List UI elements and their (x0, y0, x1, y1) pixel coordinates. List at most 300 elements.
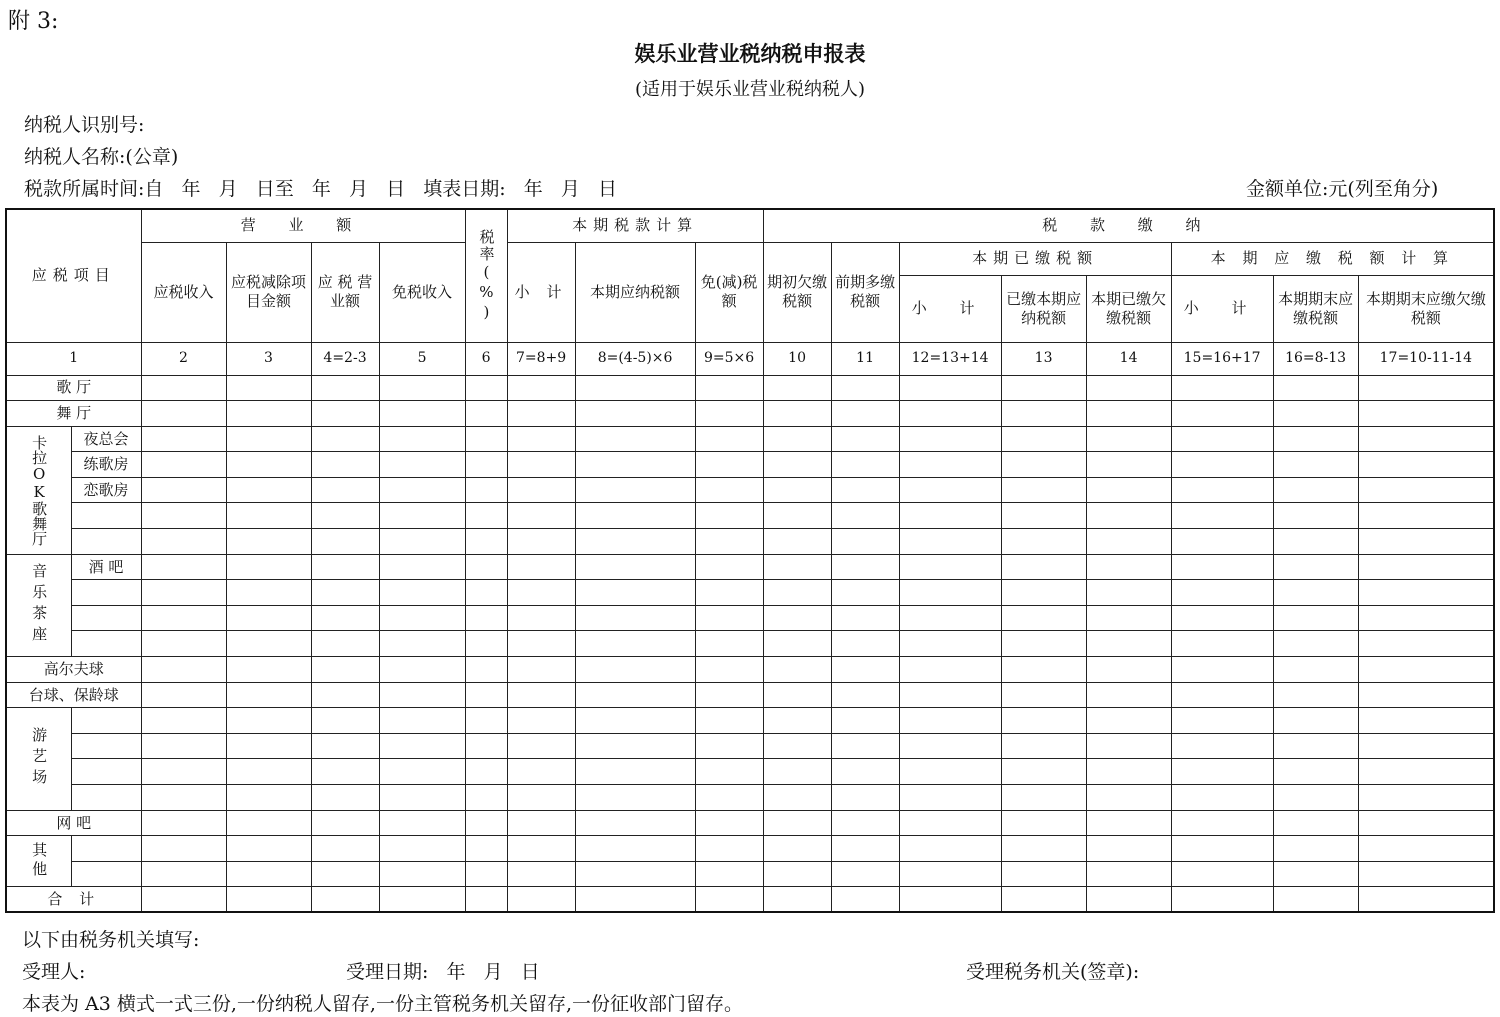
input-cell[interactable] (226, 503, 311, 529)
input-cell[interactable] (311, 657, 379, 683)
input-cell[interactable] (1273, 477, 1358, 503)
input-cell[interactable] (1358, 375, 1494, 401)
input-cell[interactable] (465, 529, 507, 555)
input-cell[interactable] (695, 785, 763, 811)
row-label-blank[interactable] (71, 503, 141, 529)
input-cell[interactable] (507, 733, 575, 759)
input-cell[interactable] (226, 529, 311, 555)
input-cell[interactable] (311, 631, 379, 657)
input-cell[interactable] (1001, 452, 1086, 478)
input-cell[interactable] (1273, 452, 1358, 478)
input-cell[interactable] (465, 554, 507, 580)
input-cell[interactable] (899, 503, 1001, 529)
input-cell[interactable] (507, 836, 575, 862)
input-cell[interactable] (831, 605, 899, 631)
input-cell[interactable] (226, 785, 311, 811)
input-cell[interactable] (379, 401, 465, 427)
input-cell[interactable] (1358, 529, 1494, 555)
input-cell[interactable] (1086, 529, 1171, 555)
input-cell[interactable] (311, 375, 379, 401)
input-cell[interactable] (141, 554, 226, 580)
input-cell[interactable] (831, 426, 899, 452)
input-cell[interactable] (1001, 682, 1086, 708)
input-cell[interactable] (1001, 733, 1086, 759)
input-cell[interactable] (1273, 401, 1358, 427)
input-cell[interactable] (226, 759, 311, 785)
input-cell[interactable] (379, 426, 465, 452)
input-cell[interactable] (831, 631, 899, 657)
input-cell[interactable] (1358, 810, 1494, 836)
input-cell[interactable] (1358, 785, 1494, 811)
input-cell[interactable] (1086, 426, 1171, 452)
input-cell[interactable] (311, 401, 379, 427)
input-cell[interactable] (1358, 657, 1494, 683)
input-cell[interactable] (1171, 452, 1273, 478)
input-cell[interactable] (379, 861, 465, 887)
input-cell[interactable] (1086, 836, 1171, 862)
input-cell[interactable] (695, 733, 763, 759)
input-cell[interactable] (1086, 477, 1171, 503)
input-cell[interactable] (1001, 375, 1086, 401)
input-cell[interactable] (507, 861, 575, 887)
input-cell[interactable] (465, 426, 507, 452)
input-cell[interactable] (1086, 733, 1171, 759)
input-cell[interactable] (1273, 861, 1358, 887)
input-cell[interactable] (575, 554, 695, 580)
input-cell[interactable] (575, 529, 695, 555)
input-cell[interactable] (575, 605, 695, 631)
input-cell[interactable] (899, 580, 1001, 606)
input-cell[interactable] (311, 785, 379, 811)
input-cell[interactable] (465, 733, 507, 759)
input-cell[interactable] (1086, 554, 1171, 580)
input-cell[interactable] (763, 785, 831, 811)
input-cell[interactable] (1358, 631, 1494, 657)
input-cell[interactable] (831, 836, 899, 862)
input-cell[interactable] (465, 580, 507, 606)
input-cell[interactable] (1171, 477, 1273, 503)
input-cell[interactable] (695, 554, 763, 580)
input-cell[interactable] (695, 452, 763, 478)
input-cell[interactable] (226, 401, 311, 427)
input-cell[interactable] (899, 759, 1001, 785)
input-cell[interactable] (1086, 708, 1171, 734)
input-cell[interactable] (1086, 682, 1171, 708)
input-cell[interactable] (311, 426, 379, 452)
input-cell[interactable] (575, 682, 695, 708)
input-cell[interactable] (1358, 401, 1494, 427)
input-cell[interactable] (695, 887, 763, 913)
input-cell[interactable] (575, 861, 695, 887)
input-cell[interactable] (1001, 836, 1086, 862)
input-cell[interactable] (763, 477, 831, 503)
input-cell[interactable] (763, 401, 831, 427)
input-cell[interactable] (1001, 605, 1086, 631)
row-label-blank[interactable] (71, 605, 141, 631)
input-cell[interactable] (899, 631, 1001, 657)
input-cell[interactable] (507, 708, 575, 734)
input-cell[interactable] (311, 529, 379, 555)
input-cell[interactable] (1171, 529, 1273, 555)
input-cell[interactable] (1358, 426, 1494, 452)
input-cell[interactable] (763, 375, 831, 401)
input-cell[interactable] (899, 708, 1001, 734)
input-cell[interactable] (1001, 401, 1086, 427)
input-cell[interactable] (507, 452, 575, 478)
input-cell[interactable] (1171, 426, 1273, 452)
input-cell[interactable] (763, 452, 831, 478)
input-cell[interactable] (763, 426, 831, 452)
input-cell[interactable] (695, 426, 763, 452)
input-cell[interactable] (899, 836, 1001, 862)
input-cell[interactable] (311, 759, 379, 785)
input-cell[interactable] (899, 452, 1001, 478)
input-cell[interactable] (831, 810, 899, 836)
row-label-blank[interactable] (71, 861, 141, 887)
input-cell[interactable] (507, 657, 575, 683)
input-cell[interactable] (1086, 759, 1171, 785)
input-cell[interactable] (763, 529, 831, 555)
input-cell[interactable] (1086, 887, 1171, 913)
input-cell[interactable] (465, 759, 507, 785)
input-cell[interactable] (575, 477, 695, 503)
input-cell[interactable] (507, 503, 575, 529)
input-cell[interactable] (141, 657, 226, 683)
input-cell[interactable] (507, 887, 575, 913)
input-cell[interactable] (1171, 785, 1273, 811)
input-cell[interactable] (763, 503, 831, 529)
input-cell[interactable] (1273, 810, 1358, 836)
input-cell[interactable] (831, 759, 899, 785)
input-cell[interactable] (575, 401, 695, 427)
input-cell[interactable] (141, 887, 226, 913)
input-cell[interactable] (831, 580, 899, 606)
input-cell[interactable] (1171, 887, 1273, 913)
input-cell[interactable] (763, 733, 831, 759)
input-cell[interactable] (1273, 836, 1358, 862)
input-cell[interactable] (311, 887, 379, 913)
input-cell[interactable] (899, 810, 1001, 836)
input-cell[interactable] (1001, 657, 1086, 683)
input-cell[interactable] (141, 605, 226, 631)
input-cell[interactable] (1086, 631, 1171, 657)
input-cell[interactable] (763, 554, 831, 580)
input-cell[interactable] (1001, 554, 1086, 580)
input-cell[interactable] (1001, 810, 1086, 836)
input-cell[interactable] (141, 477, 226, 503)
input-cell[interactable] (141, 426, 226, 452)
input-cell[interactable] (1086, 375, 1171, 401)
input-cell[interactable] (507, 554, 575, 580)
input-cell[interactable] (831, 708, 899, 734)
input-cell[interactable] (1001, 887, 1086, 913)
input-cell[interactable] (379, 580, 465, 606)
input-cell[interactable] (141, 836, 226, 862)
input-cell[interactable] (1086, 580, 1171, 606)
input-cell[interactable] (141, 759, 226, 785)
row-label-blank[interactable] (71, 631, 141, 657)
input-cell[interactable] (507, 605, 575, 631)
input-cell[interactable] (507, 426, 575, 452)
input-cell[interactable] (507, 477, 575, 503)
input-cell[interactable] (899, 426, 1001, 452)
input-cell[interactable] (311, 554, 379, 580)
input-cell[interactable] (465, 477, 507, 503)
input-cell[interactable] (1001, 708, 1086, 734)
input-cell[interactable] (1358, 452, 1494, 478)
row-label-blank[interactable] (71, 785, 141, 811)
input-cell[interactable] (1358, 759, 1494, 785)
input-cell[interactable] (1086, 810, 1171, 836)
input-cell[interactable] (1273, 580, 1358, 606)
input-cell[interactable] (507, 759, 575, 785)
input-cell[interactable] (695, 657, 763, 683)
input-cell[interactable] (831, 477, 899, 503)
row-label-blank[interactable] (71, 580, 141, 606)
input-cell[interactable] (311, 503, 379, 529)
input-cell[interactable] (1171, 580, 1273, 606)
input-cell[interactable] (379, 503, 465, 529)
input-cell[interactable] (507, 529, 575, 555)
input-cell[interactable] (1358, 708, 1494, 734)
input-cell[interactable] (379, 605, 465, 631)
input-cell[interactable] (575, 759, 695, 785)
input-cell[interactable] (311, 682, 379, 708)
input-cell[interactable] (831, 887, 899, 913)
input-cell[interactable] (379, 529, 465, 555)
input-cell[interactable] (1358, 580, 1494, 606)
input-cell[interactable] (831, 785, 899, 811)
input-cell[interactable] (141, 682, 226, 708)
input-cell[interactable] (695, 529, 763, 555)
input-cell[interactable] (379, 810, 465, 836)
input-cell[interactable] (695, 401, 763, 427)
input-cell[interactable] (379, 657, 465, 683)
input-cell[interactable] (141, 580, 226, 606)
input-cell[interactable] (1171, 682, 1273, 708)
input-cell[interactable] (1001, 759, 1086, 785)
input-cell[interactable] (899, 682, 1001, 708)
input-cell[interactable] (831, 529, 899, 555)
input-cell[interactable] (379, 631, 465, 657)
input-cell[interactable] (465, 605, 507, 631)
input-cell[interactable] (141, 785, 226, 811)
input-cell[interactable] (1273, 631, 1358, 657)
input-cell[interactable] (465, 836, 507, 862)
input-cell[interactable] (1358, 836, 1494, 862)
input-cell[interactable] (226, 631, 311, 657)
input-cell[interactable] (507, 785, 575, 811)
row-label-blank[interactable] (71, 836, 141, 862)
input-cell[interactable] (763, 682, 831, 708)
input-cell[interactable] (226, 810, 311, 836)
input-cell[interactable] (831, 861, 899, 887)
input-cell[interactable] (695, 503, 763, 529)
input-cell[interactable] (1358, 477, 1494, 503)
input-cell[interactable] (507, 810, 575, 836)
row-label-blank[interactable] (71, 529, 141, 555)
input-cell[interactable] (1273, 426, 1358, 452)
input-cell[interactable] (1273, 887, 1358, 913)
input-cell[interactable] (1171, 657, 1273, 683)
input-cell[interactable] (831, 401, 899, 427)
input-cell[interactable] (141, 708, 226, 734)
input-cell[interactable] (465, 657, 507, 683)
input-cell[interactable] (695, 375, 763, 401)
input-cell[interactable] (465, 375, 507, 401)
input-cell[interactable] (1273, 708, 1358, 734)
input-cell[interactable] (379, 785, 465, 811)
input-cell[interactable] (507, 401, 575, 427)
input-cell[interactable] (1358, 861, 1494, 887)
input-cell[interactable] (226, 887, 311, 913)
input-cell[interactable] (226, 375, 311, 401)
input-cell[interactable] (575, 631, 695, 657)
input-cell[interactable] (763, 605, 831, 631)
input-cell[interactable] (1358, 887, 1494, 913)
input-cell[interactable] (507, 580, 575, 606)
input-cell[interactable] (141, 810, 226, 836)
input-cell[interactable] (226, 836, 311, 862)
input-cell[interactable] (1171, 836, 1273, 862)
input-cell[interactable] (899, 477, 1001, 503)
input-cell[interactable] (831, 682, 899, 708)
input-cell[interactable] (1171, 810, 1273, 836)
row-label-blank[interactable] (71, 733, 141, 759)
input-cell[interactable] (575, 785, 695, 811)
input-cell[interactable] (1358, 554, 1494, 580)
input-cell[interactable] (226, 554, 311, 580)
input-cell[interactable] (1086, 452, 1171, 478)
input-cell[interactable] (465, 452, 507, 478)
input-cell[interactable] (695, 605, 763, 631)
input-cell[interactable] (1171, 503, 1273, 529)
input-cell[interactable] (695, 708, 763, 734)
input-cell[interactable] (899, 733, 1001, 759)
input-cell[interactable] (1086, 861, 1171, 887)
input-cell[interactable] (575, 452, 695, 478)
row-label-blank[interactable] (71, 759, 141, 785)
input-cell[interactable] (465, 401, 507, 427)
input-cell[interactable] (575, 708, 695, 734)
input-cell[interactable] (1358, 682, 1494, 708)
input-cell[interactable] (899, 401, 1001, 427)
input-cell[interactable] (311, 452, 379, 478)
input-cell[interactable] (1273, 657, 1358, 683)
input-cell[interactable] (1273, 554, 1358, 580)
input-cell[interactable] (899, 861, 1001, 887)
input-cell[interactable] (379, 887, 465, 913)
input-cell[interactable] (695, 477, 763, 503)
input-cell[interactable] (465, 503, 507, 529)
input-cell[interactable] (831, 554, 899, 580)
input-cell[interactable] (379, 375, 465, 401)
input-cell[interactable] (311, 861, 379, 887)
input-cell[interactable] (575, 887, 695, 913)
input-cell[interactable] (141, 733, 226, 759)
input-cell[interactable] (1273, 759, 1358, 785)
input-cell[interactable] (465, 682, 507, 708)
input-cell[interactable] (226, 861, 311, 887)
input-cell[interactable] (575, 580, 695, 606)
input-cell[interactable] (763, 759, 831, 785)
input-cell[interactable] (1001, 477, 1086, 503)
input-cell[interactable] (465, 810, 507, 836)
input-cell[interactable] (141, 861, 226, 887)
row-label-blank[interactable] (71, 708, 141, 734)
input-cell[interactable] (379, 682, 465, 708)
input-cell[interactable] (899, 657, 1001, 683)
input-cell[interactable] (1086, 503, 1171, 529)
input-cell[interactable] (507, 375, 575, 401)
input-cell[interactable] (1171, 401, 1273, 427)
input-cell[interactable] (311, 580, 379, 606)
input-cell[interactable] (1358, 605, 1494, 631)
input-cell[interactable] (1171, 375, 1273, 401)
input-cell[interactable] (695, 810, 763, 836)
input-cell[interactable] (763, 861, 831, 887)
input-cell[interactable] (899, 375, 1001, 401)
input-cell[interactable] (226, 452, 311, 478)
input-cell[interactable] (226, 733, 311, 759)
input-cell[interactable] (1171, 759, 1273, 785)
input-cell[interactable] (899, 529, 1001, 555)
input-cell[interactable] (763, 631, 831, 657)
input-cell[interactable] (1273, 529, 1358, 555)
input-cell[interactable] (1273, 682, 1358, 708)
input-cell[interactable] (695, 631, 763, 657)
input-cell[interactable] (1273, 375, 1358, 401)
input-cell[interactable] (575, 733, 695, 759)
input-cell[interactable] (1001, 580, 1086, 606)
input-cell[interactable] (1273, 733, 1358, 759)
input-cell[interactable] (1001, 529, 1086, 555)
input-cell[interactable] (311, 836, 379, 862)
input-cell[interactable] (141, 503, 226, 529)
input-cell[interactable] (379, 759, 465, 785)
input-cell[interactable] (695, 836, 763, 862)
input-cell[interactable] (1273, 503, 1358, 529)
input-cell[interactable] (1086, 657, 1171, 683)
input-cell[interactable] (1171, 631, 1273, 657)
input-cell[interactable] (695, 580, 763, 606)
input-cell[interactable] (1086, 605, 1171, 631)
input-cell[interactable] (1171, 733, 1273, 759)
input-cell[interactable] (1171, 708, 1273, 734)
input-cell[interactable] (465, 887, 507, 913)
input-cell[interactable] (141, 631, 226, 657)
input-cell[interactable] (831, 503, 899, 529)
input-cell[interactable] (226, 477, 311, 503)
input-cell[interactable] (465, 861, 507, 887)
input-cell[interactable] (899, 554, 1001, 580)
input-cell[interactable] (831, 452, 899, 478)
input-cell[interactable] (1001, 503, 1086, 529)
input-cell[interactable] (575, 375, 695, 401)
input-cell[interactable] (311, 708, 379, 734)
input-cell[interactable] (831, 733, 899, 759)
input-cell[interactable] (226, 580, 311, 606)
input-cell[interactable] (141, 401, 226, 427)
input-cell[interactable] (1171, 605, 1273, 631)
input-cell[interactable] (695, 861, 763, 887)
input-cell[interactable] (379, 733, 465, 759)
input-cell[interactable] (379, 708, 465, 734)
input-cell[interactable] (226, 657, 311, 683)
input-cell[interactable] (831, 657, 899, 683)
input-cell[interactable] (899, 887, 1001, 913)
input-cell[interactable] (1273, 785, 1358, 811)
